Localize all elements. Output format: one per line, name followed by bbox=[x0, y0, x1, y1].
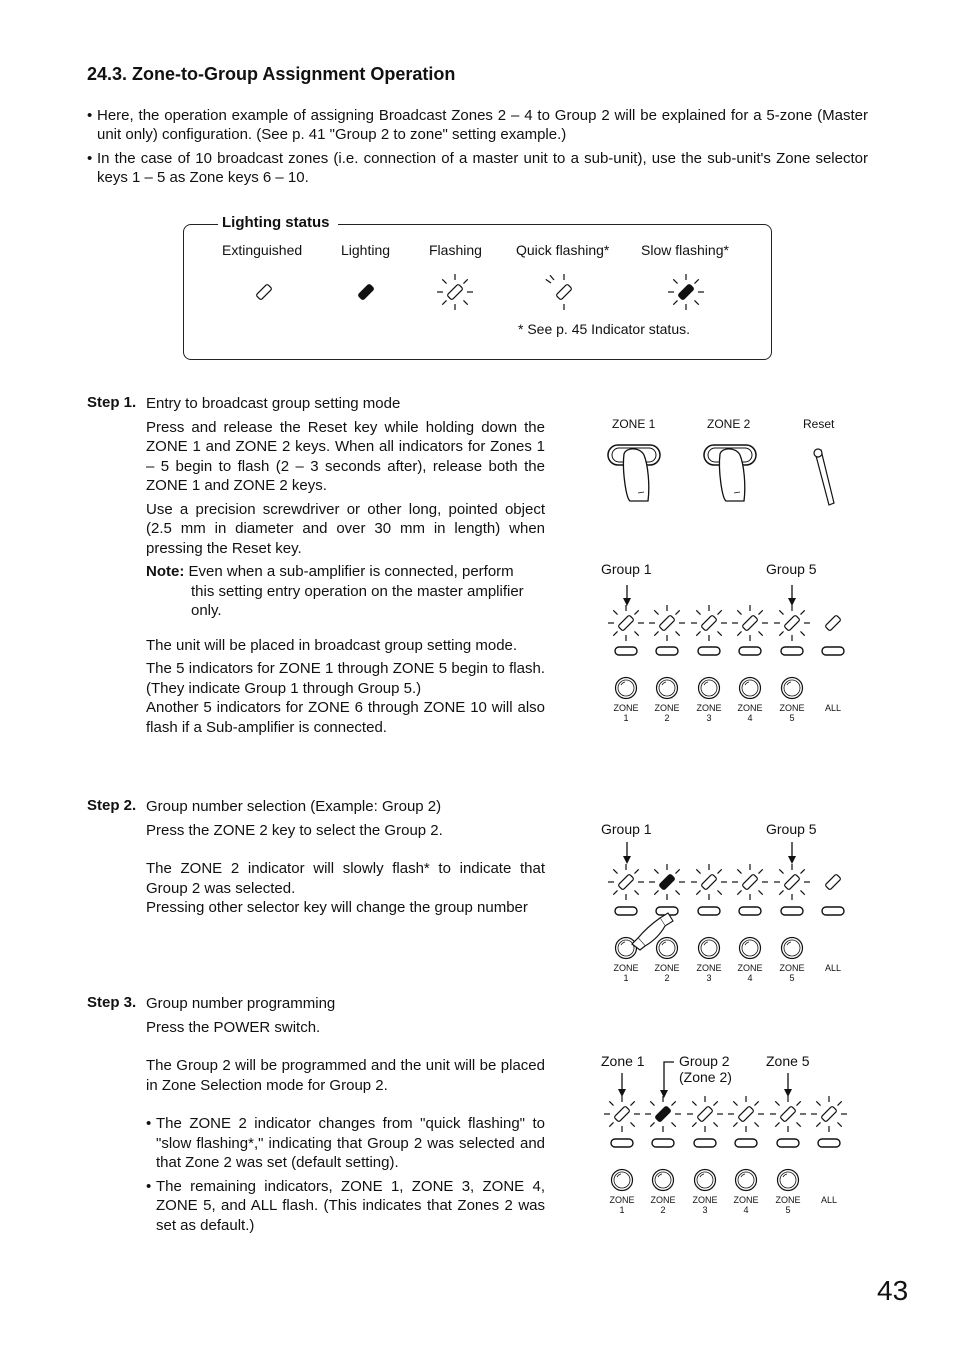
fig4-key-pill-2 bbox=[652, 1139, 674, 1147]
state-quick-flashing-label: Quick flashing* bbox=[516, 242, 610, 258]
step1-p2: Use a precision screwdriver or other long, pointed object (2.5 mm in diameter and over 30 mm in length) when pressing the Reset key. bbox=[146, 500, 545, 557]
fig4-key-pill-4 bbox=[735, 1139, 757, 1147]
fig4-group2-label: Group 2 bbox=[679, 1053, 730, 1069]
fig4-key-pill-3 bbox=[694, 1139, 716, 1147]
step1-p1: Press and release the Reset key while holding down the ZONE 1 and ZONE 2 keys. When all indicators for Zones 1 – 5 begin to flash (2 – 3 seconds after), release both the ZONE 1 and ZONE 2 keys. bbox=[146, 418, 545, 494]
fig4-key-pill-5 bbox=[777, 1139, 799, 1147]
fig4-zone-button-4 bbox=[736, 1170, 757, 1191]
intro-bullet-2: • In the case of 10 broadcast zones (i.e. connection of a master unit to a sub-unit), use the sub-unit's Zone selector keys 1 – 5 as Zone keys 6 – 10. bbox=[87, 150, 868, 186]
fig4-zone5-arrow bbox=[784, 1073, 792, 1097]
fig1-reset-label: Reset bbox=[803, 417, 835, 431]
fig4-zone-label-2: ZONE 2 bbox=[650, 1195, 676, 1215]
step3-bullet-1: • The ZONE 2 indicator changes from "quick flashing" to "slow flashing*," indicating that Group 2 was selected and that Zone 2 was set (default setting). bbox=[146, 1115, 545, 1171]
fig2-group5-label: Group 5 bbox=[766, 561, 817, 577]
fig3-zone-label-5: ZONE 5 bbox=[779, 963, 805, 983]
page-number: 43 bbox=[877, 1275, 909, 1306]
step1-title: Entry to broadcast group setting mode bbox=[146, 395, 401, 412]
fig4-zone-button-1 bbox=[612, 1170, 633, 1191]
step3-p2: The Group 2 will be programmed and the unit will be placed in Zone Selection mode for Group 2. bbox=[146, 1057, 545, 1094]
fig4-key-pill-1 bbox=[611, 1139, 633, 1147]
fig3-zone-label-2: ZONE 2 bbox=[654, 963, 680, 983]
lighting-status-title: Lighting status bbox=[218, 214, 338, 231]
fig4-zone-label-4: ZONE 4 bbox=[733, 1195, 759, 1215]
fig3-group5-label: Group 5 bbox=[766, 821, 817, 837]
state-extinguished-label: Extinguished bbox=[222, 242, 303, 258]
legend-footnote: * See p. 45 Indicator status. bbox=[518, 321, 690, 337]
fig4-indicator-2 bbox=[645, 1096, 681, 1132]
intro-bullet-1: • Here, the operation example of assigning Broadcast Zones 2 – 4 to Group 2 will be explained for a 5-zone (Master unit only) configuration. (See p. 41 "Group 2 to zone" setting example.) bbox=[87, 107, 868, 143]
step2-tag: Step 2. bbox=[87, 797, 137, 814]
fig4-zone-label-5: ZONE 5 bbox=[775, 1195, 801, 1215]
fig4-indicator-5 bbox=[770, 1096, 806, 1132]
step3-p1: Press the POWER switch. bbox=[146, 1018, 321, 1036]
fig4-zone-button-3 bbox=[695, 1170, 716, 1191]
fig4-zone-label-1: ZONE 1 bbox=[609, 1195, 635, 1215]
fig3-zone-label-4: ZONE 4 bbox=[737, 963, 763, 983]
fig4-zone-label-3: ZONE 3 bbox=[692, 1195, 718, 1215]
fig4-group2-arrow bbox=[660, 1062, 674, 1098]
state-flashing-label: Flashing bbox=[429, 242, 482, 258]
fig4-indicator-1 bbox=[604, 1096, 640, 1132]
step1-p4: The 5 indicators for ZONE 1 through ZONE 5 begin to flash. (They indicate Group 1 through Group 5.) bbox=[146, 660, 545, 697]
fig3-zone-label-3: ZONE 3 bbox=[696, 963, 722, 983]
fig2-zone-label-2: ZONE 2 bbox=[654, 703, 680, 723]
note-text-1: Even when a sub-amplifier is connected, perform bbox=[188, 563, 514, 580]
fig4-indicator-6 bbox=[811, 1096, 847, 1132]
fig3-group1-label: Group 1 bbox=[601, 821, 652, 837]
fig3-zone-label-6: ALL bbox=[824, 963, 841, 973]
fig4-zone-button-5 bbox=[778, 1170, 799, 1191]
fig4-indicator-3 bbox=[687, 1096, 723, 1132]
fig2-zone-label-5: ZONE 5 bbox=[779, 703, 805, 723]
step2-p1: Press the ZONE 2 key to select the Group 2. bbox=[146, 821, 443, 839]
fig2-zone-label-1: ZONE 1 bbox=[613, 703, 639, 723]
state-lighting-label: Lighting bbox=[341, 242, 391, 258]
section-title: 24.3. Zone-to-Group Assignment Operation bbox=[87, 64, 456, 84]
fig2-zone-label-4: ZONE 4 bbox=[737, 703, 763, 723]
fig4-zone1-label: Zone 1 bbox=[601, 1053, 645, 1069]
fig4-zone2-label: (Zone 2) bbox=[679, 1069, 732, 1085]
step1-p5: Another 5 indicators for ZONE 6 through ZONE 10 will also flash if a Sub-amplifier is connected. bbox=[146, 699, 545, 736]
note-text-2: this setting entry operation on the master amplifier only. bbox=[191, 582, 524, 619]
fig4-zone-button-2 bbox=[653, 1170, 674, 1191]
state-slow-flashing-label: Slow flashing* bbox=[641, 242, 729, 258]
fig1-zone2-label: ZONE 2 bbox=[707, 417, 751, 431]
step3-bullet-2: • The remaining indicators, ZONE 1, ZONE 3, ZONE 4, ZONE 5, and ALL flash. (This indicates that Zones 2 was set as default.) bbox=[146, 1177, 545, 1234]
step2-p3: Pressing other selector key will change the group number bbox=[146, 899, 528, 916]
fig4-zone-label-6: ALL bbox=[820, 1195, 837, 1205]
fig4-zone5-label: Zone 5 bbox=[766, 1053, 810, 1069]
step2-p2: The ZONE 2 indicator will slowly flash* to indicate that Group 2 was selected. bbox=[146, 860, 545, 897]
fig4-indicator-4 bbox=[728, 1096, 764, 1132]
step1-p3: The unit will be placed in broadcast group setting mode. bbox=[146, 636, 518, 654]
fig1-zone1-label: ZONE 1 bbox=[612, 417, 656, 431]
step1-tag: Step 1. bbox=[87, 394, 137, 411]
step3-tag: Step 3. bbox=[87, 994, 137, 1011]
fig3-zone-label-1: ZONE 1 bbox=[613, 963, 639, 983]
fig2-zone-label-6: ALL bbox=[824, 703, 841, 713]
step2-title: Group number selection (Example: Group 2) bbox=[146, 798, 442, 815]
fig2-group1-label: Group 1 bbox=[601, 561, 652, 577]
fig4-zone1-arrow bbox=[618, 1073, 626, 1097]
fig4-key-pill-6 bbox=[818, 1139, 840, 1147]
fig2-zone-label-3: ZONE 3 bbox=[696, 703, 722, 723]
step3-title: Group number programming bbox=[146, 995, 336, 1012]
note-label: Note: bbox=[146, 563, 185, 580]
